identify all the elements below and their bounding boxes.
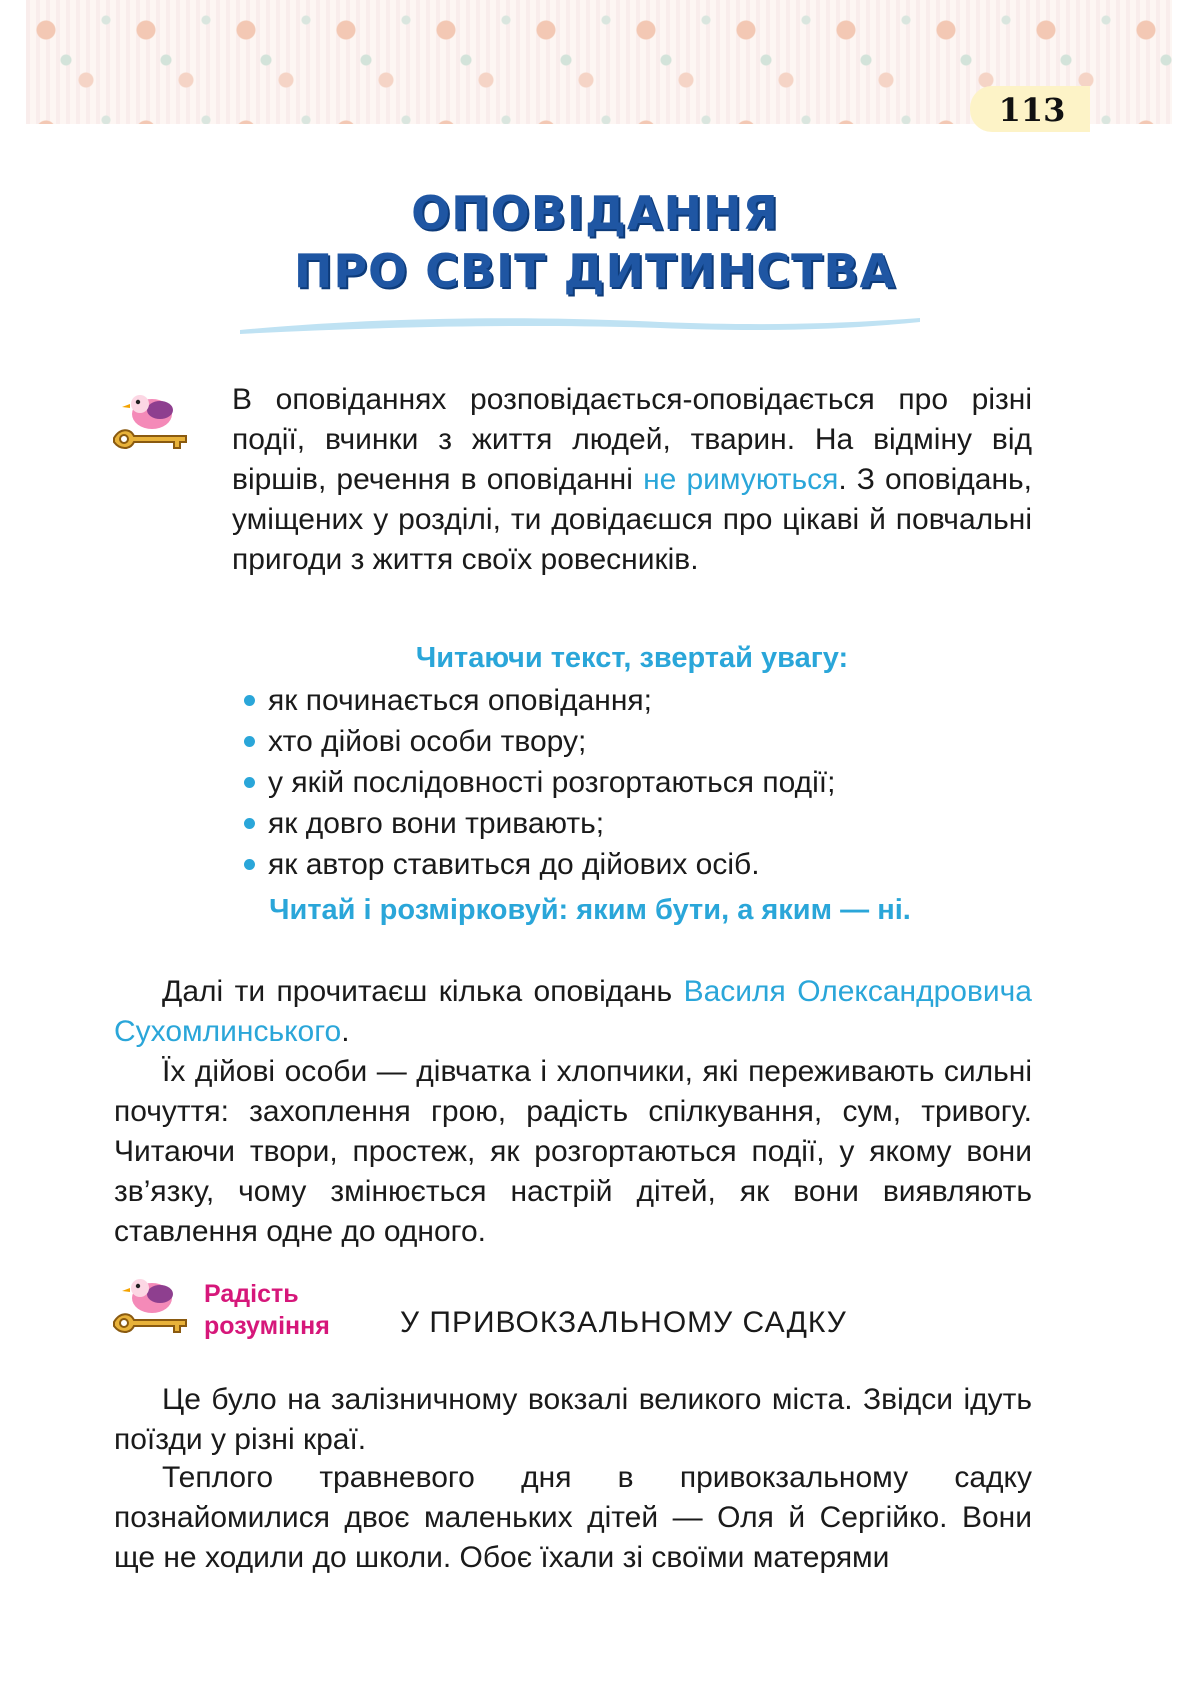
reading-heading: Читаючи текст, звертай увагу: [415,642,849,674]
list-item: хто дійові особи твору; [244,721,1024,762]
page-number: 113 [998,91,1066,129]
intro-text-1: В оповіданнях розповідається-оповідається про різні події, вчинки з життя людей, тварин. На відміну від віршів, речення в оповіданні [232,383,1032,496]
authors-text: Далі ти прочитаєш кілька оповідань [162,975,684,1008]
chapter-title-line1: ОПОВІДАННЯ [411,186,779,240]
authors-paragraph [114,972,1032,1052]
attention-list [244,680,1024,885]
bird-on-key-icon [110,388,196,456]
read-think-line: Читай і розмірковуй: яким бути, а яким — ні. [269,894,911,926]
bird-on-key-icon [110,1272,196,1340]
chapter-title-line2: ПРО СВІТ ДИТИНСТВА [293,244,897,298]
list-item: як автор ставиться до дійових осіб. [244,844,1024,885]
section-label [204,1278,330,1342]
section-label-line2: розуміння [204,1312,330,1340]
story-title: У ПРИВОКЗАЛЬНОМУ САДКУ [400,1306,847,1339]
characters-paragraph: Їх дійові особи — дівчатка і хлопчики, які переживають сильні почуття: захоплення грою, радість спілкування, сум, тривогу. Читаючи твори, простеж, як розгортаються події, у якому вони зв’язку, чому змінюється настрій дітей, як вони виявляють ставлення одне до одного. [114,1055,1032,1248]
list-item: як довго вони тривають; [244,803,1024,844]
story-paragraph-2: Теплого травневого дня в привокзальному садку познайомилися двоє маленьких дітей — Оля й Сергійко. Вони ще не ходили до школи. Обоє їхали зі своїми матерями [114,1461,1032,1574]
author-name: Василя Олександровича Сухомлинського [114,975,1032,1048]
intro-text-2: . З оповідань, уміщених у розділі, ти довідаєшся про цікаві й повчальні пригоди з життя своїх ровесників. [232,463,1032,576]
title-wave-decoration [240,312,920,338]
section-label-line1: Радість [204,1280,299,1308]
list-item: як починається оповідання; [244,680,1024,721]
story-paragraph-1: Це було на залізничному вокзалі великого міста. Звідси ідуть поїзди у різні краї. [114,1383,1032,1456]
intro-highlight: не римуються [643,463,839,496]
authors-text-end: . [341,1015,350,1048]
intro-paragraph [232,380,1032,580]
list-item: у якій послідовності розгортаються події; [244,762,1024,803]
